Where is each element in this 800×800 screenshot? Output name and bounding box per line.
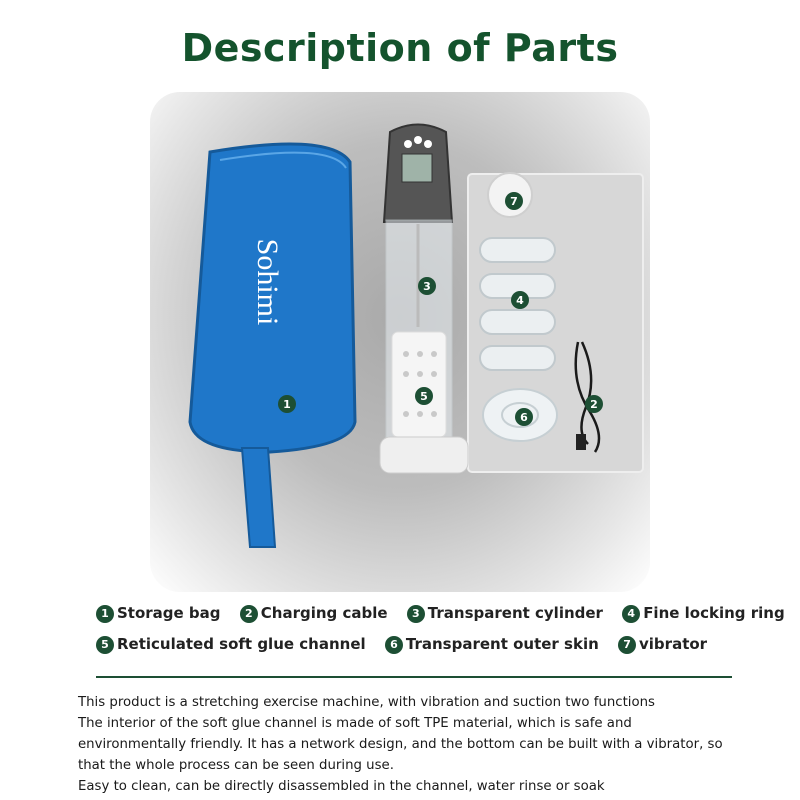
pump-cylinder (380, 125, 468, 474)
parts-legend-row-2 (96, 635, 776, 654)
description-line: Easy to clean, can be directly disassembled in the channel, water rinse or soak (78, 779, 605, 794)
marker-5 (415, 387, 433, 405)
legend-number-badge: 3 (407, 605, 425, 623)
description-line: environmentally friendly. It has a network design, and the bottom can be built with a vibrator, so (78, 737, 723, 752)
legend-number-badge: 2 (240, 605, 258, 623)
legend-item-fine-locking-ring (622, 604, 785, 623)
legend-label: Reticulated soft glue channel (117, 635, 366, 653)
marker-7 (505, 192, 523, 210)
marker-4 (511, 291, 529, 309)
legend-label: Transparent outer skin (405, 635, 599, 653)
marker-3 (418, 277, 436, 295)
legend-item-vibrator (618, 635, 707, 654)
legend-label: vibrator (639, 635, 708, 653)
svg-text:3: 3 (423, 280, 431, 293)
description-line: This product is a stretching exercise machine, with vibration and suction two functions (78, 695, 655, 710)
page-title: Description of Parts (181, 26, 619, 70)
description-line: that the whole process can be seen during use. (78, 758, 394, 773)
storage-bag (190, 144, 355, 547)
legend-label: Charging cable (260, 604, 388, 622)
svg-text:5: 5 (420, 390, 428, 403)
legend-label: Fine locking ring (643, 604, 785, 622)
marker-1 (278, 395, 296, 413)
legend-label: Transparent cylinder (427, 604, 603, 622)
legend-item-transparent-cylinder (407, 604, 603, 623)
legend-label: Storage bag (117, 604, 221, 622)
marker-6 (515, 408, 533, 426)
legend-number-badge: 5 (96, 636, 114, 654)
svg-text:1: 1 (283, 398, 291, 411)
svg-text:4: 4 (516, 294, 524, 307)
product-description (78, 692, 778, 797)
legend-item-outer-skin (385, 635, 599, 654)
svg-text:7: 7 (510, 195, 518, 208)
legend-number-badge: 1 (96, 605, 114, 623)
parts-legend-row-1 (96, 604, 785, 623)
legend-item-charging-cable (240, 604, 388, 623)
product-illustration (150, 92, 650, 592)
legend-number-badge: 7 (618, 636, 636, 654)
legend-number-badge: 4 (622, 605, 640, 623)
legend-number-badge: 6 (385, 636, 403, 654)
section-divider (96, 676, 732, 678)
legend-item-soft-glue-channel (96, 635, 366, 654)
description-line: The interior of the soft glue channel is made of soft TPE material, which is safe and (78, 716, 632, 731)
marker-2 (585, 395, 603, 413)
legend-item-storage-bag (96, 604, 221, 623)
svg-text:2: 2 (590, 398, 598, 411)
svg-text:6: 6 (520, 411, 528, 424)
bag-brand-text: Sohimi (251, 238, 284, 326)
product-photo (150, 92, 650, 592)
